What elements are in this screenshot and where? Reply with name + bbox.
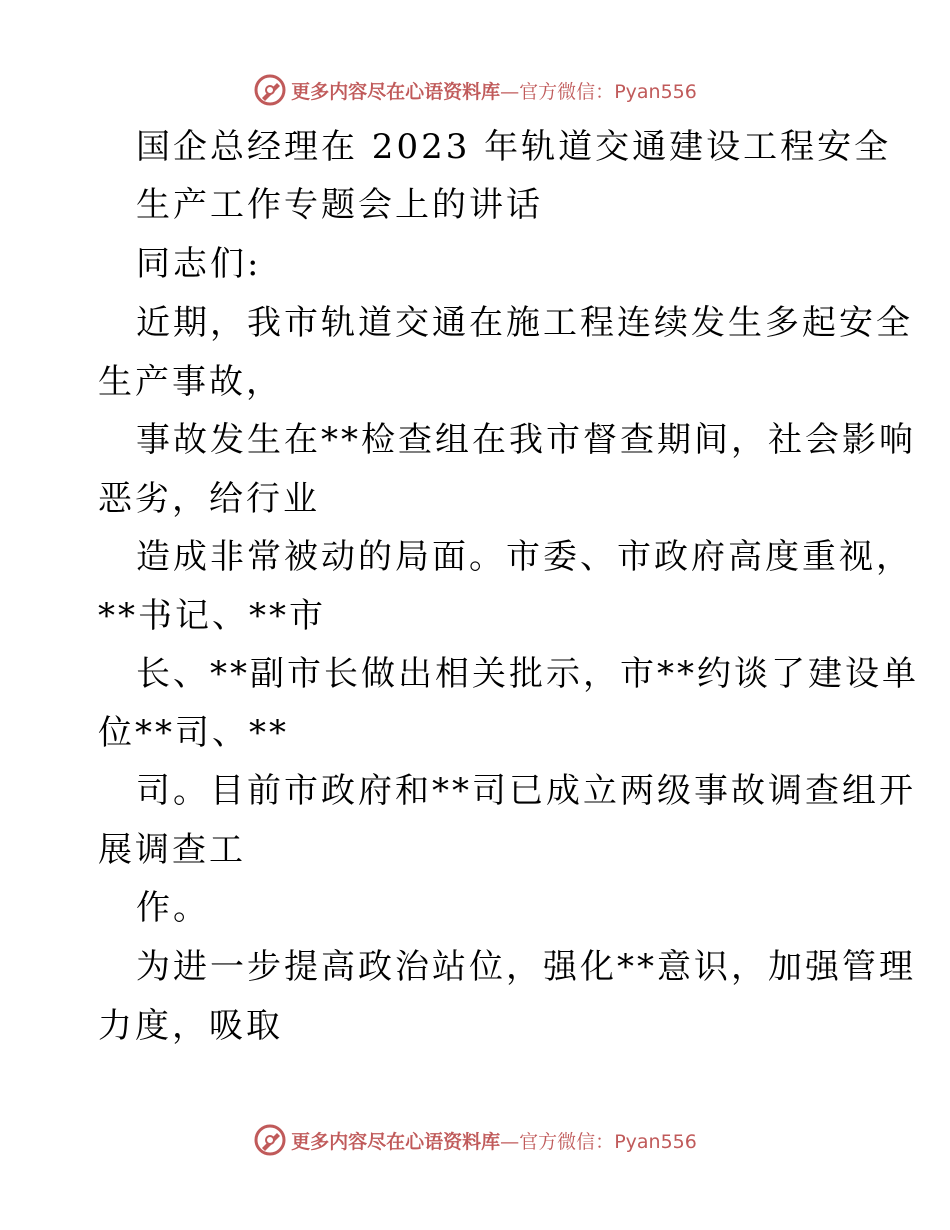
body-line: 事故发生在**检查组在我市督查期间，社会影响: [136, 420, 916, 460]
pen-logo-icon: [253, 1123, 287, 1157]
watermark-text: [291, 77, 697, 104]
watermark-separator: —: [500, 1130, 520, 1153]
body-line: 长、**副市长做出相关批示，市**约谈了建设单: [136, 654, 919, 694]
body-line: 生产事故，: [98, 362, 283, 402]
watermark-text: [291, 1127, 697, 1154]
title-line-2: 生产工作专题会上的讲话: [136, 185, 543, 225]
watermark-site: 更多内容尽在心语资料库: [291, 1130, 501, 1153]
body-line: 司。目前市政府和**司已成立两级事故调查组开: [136, 771, 916, 811]
body-line: 位**司、**: [98, 713, 289, 753]
title-line-1: 国企总经理在 2023 年轨道交通建设工程安全: [136, 127, 892, 167]
body-line: 近期，我市轨道交通在施工程连续发生多起安全: [136, 303, 913, 343]
body-line: 作。: [136, 888, 210, 928]
body-line: 力度，吸取: [98, 1006, 283, 1046]
body-line: 造成非常被动的局面。市委、市政府高度重视，: [136, 537, 913, 577]
body-line: 为进一步提高政治站位，强化**意识，加强管理: [136, 947, 916, 987]
body-line: 恶劣，给行业: [98, 479, 320, 519]
watermark-wechat-label: 官方微信：: [519, 80, 615, 103]
greeting: 同志们:: [136, 244, 262, 284]
header-watermark: [0, 70, 950, 110]
footer-watermark: [0, 1120, 950, 1160]
watermark-wechat-label: 官方微信：: [519, 1130, 615, 1153]
watermark-wechat-id: Pyan556: [614, 80, 697, 103]
watermark-wechat-id: Pyan556: [614, 1130, 697, 1153]
watermark-separator: —: [500, 80, 520, 103]
watermark-site: 更多内容尽在心语资料库: [291, 80, 501, 103]
body-line: 展调查工: [98, 830, 246, 870]
pen-logo-icon: [253, 73, 287, 107]
body-line: **书记、**市: [98, 596, 326, 636]
